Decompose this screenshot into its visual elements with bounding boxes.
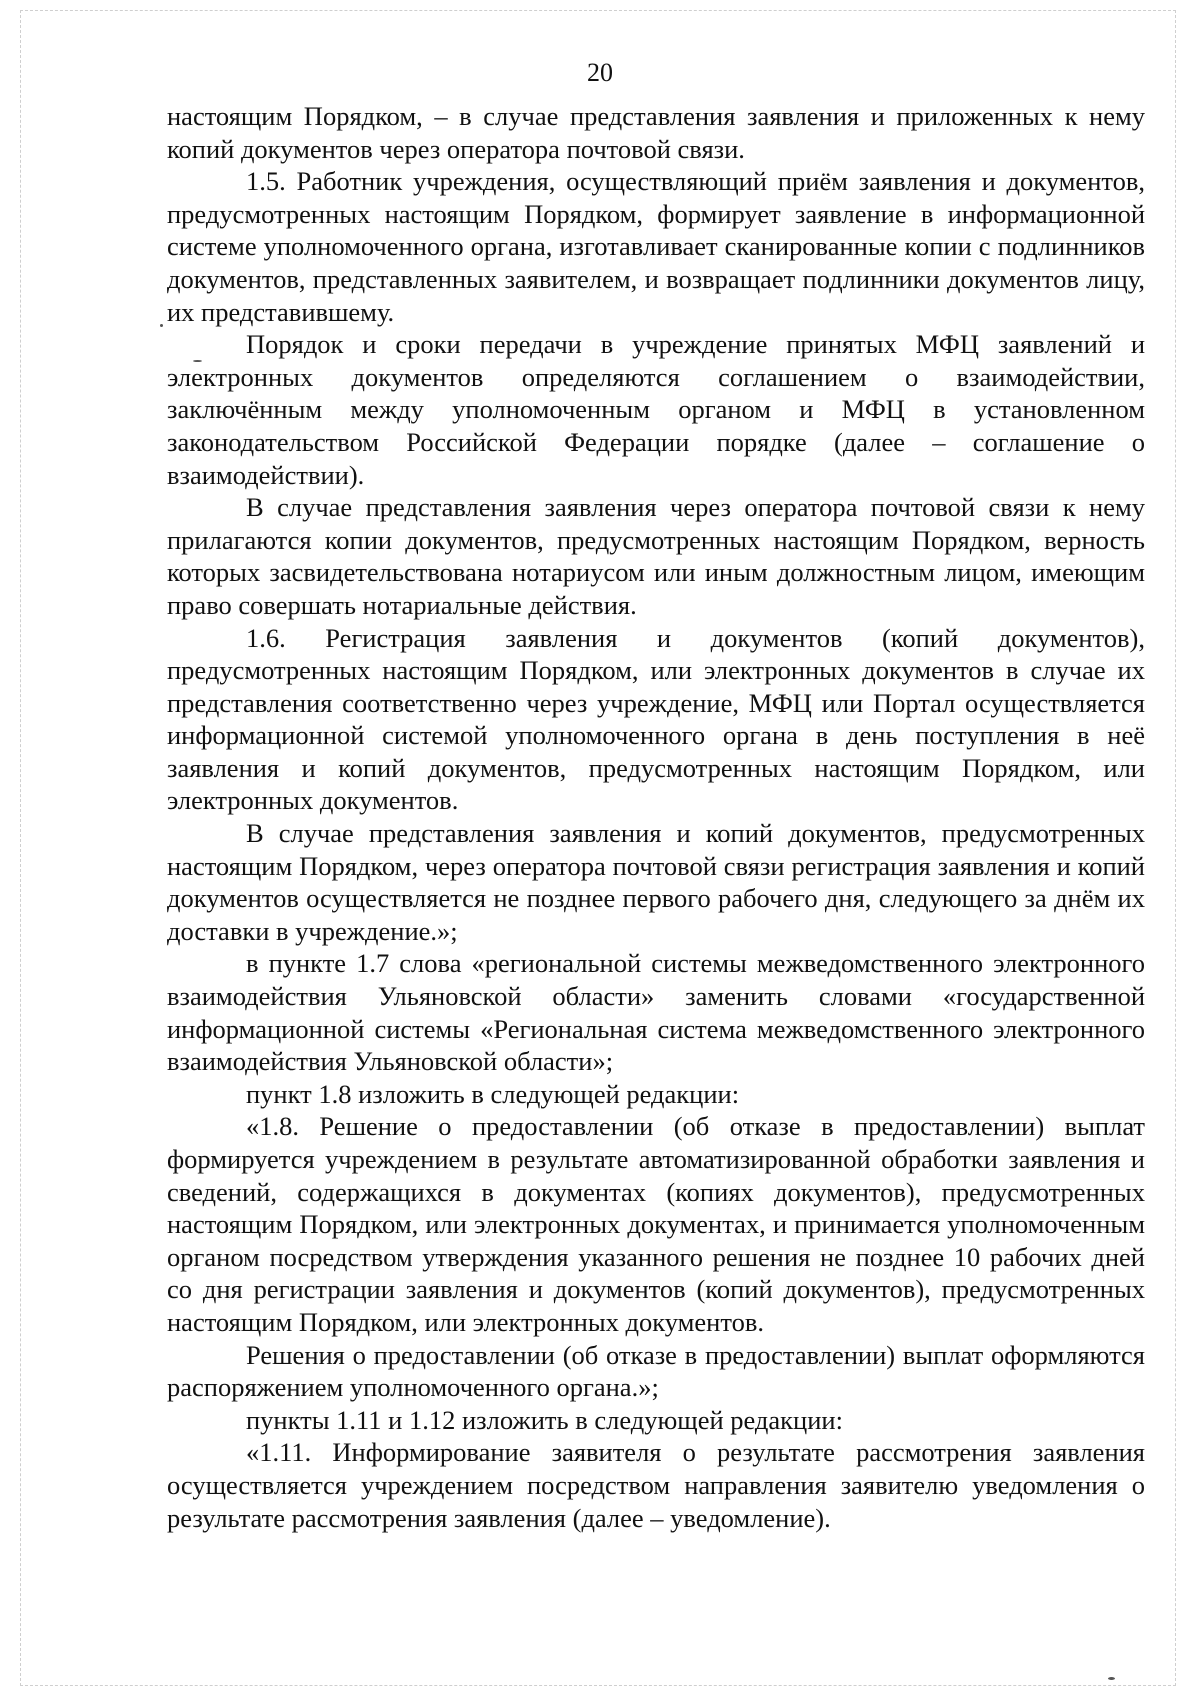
paragraph-1-5: 1.5. Работник учреждения, осуществляющий приём заявления и документов, предусмотренных настоящим Порядком, формирует заявление в информационной системе уполномоченного органа, изготавливает сканированные копии с подлинников документов, представленных заявителем, и возвращает подлинники документов лицу, их представившему.: [167, 166, 1145, 327]
paragraph-1-7-amendment: в пункте 1.7 слова «региональной системы межведомственного электронного взаимодействия Ульяновской области» заменить словами «государственной информационной системы «Региональная система межведомственного электронного взаимодействия Ульяновской области»;: [167, 948, 1145, 1077]
scan-speck: [160, 324, 163, 327]
paragraph-1-11: «1.11. Информирование заявителя о результате рассмотрения заявления осуществляется учреждением посредством направления заявителю уведомления о результате рассмотрения заявления (далее – уведомление).: [167, 1437, 1145, 1533]
paragraph-1-8: «1.8. Решение о предоставлении (об отказе в предоставлении) выплат формируется учреждением в результате автоматизированной обработки заявления и сведений, содержащихся в документах (копиях документов), предусмотренных настоящим Порядком, или электронных документах, и принимается уполномоченным органом посредством утверждения указанного решения не позднее 10 рабочих дней со дня регистрации заявления и документов (копий документов), предусмотренных настоящим Порядком, или электронных документов.: [167, 1111, 1145, 1337]
page-number: 20: [587, 58, 613, 87]
paragraph-postal-copies: В случае представления заявления через оператора почтовой связи к нему прилагаются копии документов, предусмотренных настоящим Порядком, верность которых засвидетельствована нотариусом или иным должностным лицом, имеющим право совершать нотариальные действия.: [167, 492, 1145, 620]
paragraph-transfer-terms: Порядок и сроки передачи в учреждение принятых МФЦ заявлений и электронных документов определяются соглашением о взаимодействии, заключённым между уполномоченным органом и МФЦ в установленном законодательством Российской Федерации порядке (далее – соглашение о взаимодействии).: [167, 329, 1145, 490]
paragraph-decisions: Решения о предоставлении (об отказе в предоставлении) выплат оформляются распоряжением уполномоченного органа.»;: [167, 1339, 1145, 1403]
paragraph-1-8-intro: пункт 1.8 изложить в следующей редакции:: [246, 1078, 740, 1109]
scan-speck: [193, 360, 202, 362]
paragraph-1-6: 1.6. Регистрация заявления и документов (копий документов), предусмотренных настоящим Порядком, или электронных документов в случае их представления соответственно через учреждение, МФЦ или Портал осуществляется информационной системой уполномоченного органа в день поступления в неё заявления и копий документов, предусмотренных настоящим Порядком, или электронных документов.: [167, 622, 1145, 816]
paragraph-continuation: настоящим Порядком, – в случае представления заявления и приложенных к нему копий документов через оператора почтовой связи.: [167, 101, 1145, 164]
scan-speck: [1108, 1677, 1115, 1680]
paragraph-1-11-intro: пункты 1.11 и 1.12 изложить в следующей редакции:: [246, 1404, 843, 1435]
paragraph-postal-registration: В случае представления заявления и копий документов, предусмотренных настоящим Порядком, через оператора почтовой связи регистрация заявления и копий документов осуществляется не позднее первого рабочего дня, следующего за днём их доставки в учреждение.»;: [167, 818, 1145, 946]
document-body: [167, 100, 1145, 1534]
